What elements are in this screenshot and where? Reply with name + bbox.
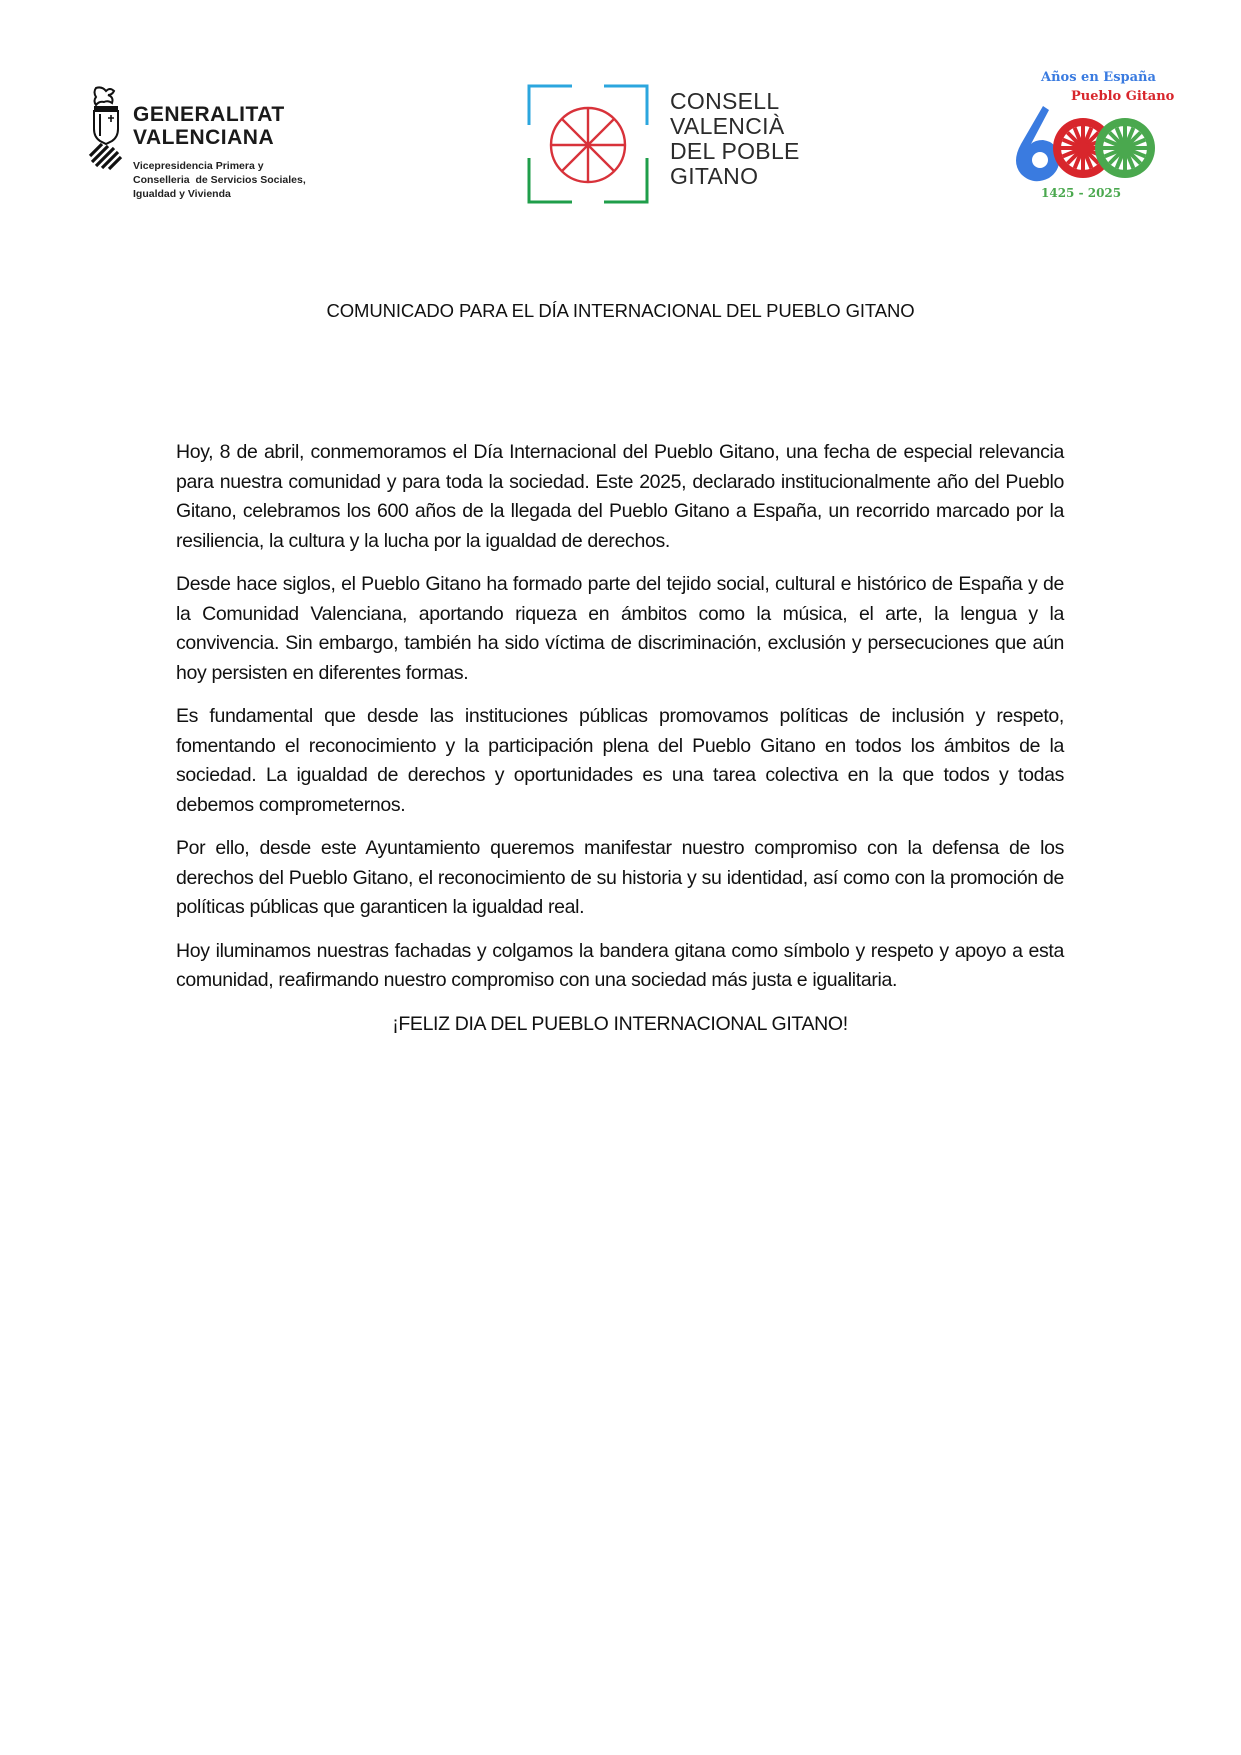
paragraph-3: Es fundamental que desde las instituciones públicas promovamos políticas de inclusión y respeto, fomentando el reconocimiento y la participación plena del Pueblo Gitano en todos los ámbitos de la sociedad. La igualdad de derechos y oportunidades es una tarea colectiva en la que todos y todas debemos comprometernos. — [176, 705, 1064, 816]
paragraph-2: Desde hace siglos, el Pueblo Gitano ha formado parte del tejido social, cultural e histórico de España y de la Comunidad Valenciana, aportando riqueza en ámbitos como la música, el arte, la lengua y la convivencia. Sin embargo, también ha sido víctima de discriminación, exclusión y persecuciones que aún hoy persisten en diferentes formas. — [176, 573, 1064, 684]
six-hundred-wheels-icon — [1003, 104, 1163, 184]
paragraph-1: Hoy, 8 de abril, conmemoramos el Día Internacional del Pueblo Gitano, una fecha de especial relevancia para nuestra comunidad y para toda la sociedad. Este 2025, declarado institucionalmente año del Pueblo Gitano, celebramos los 600 años de la llegada del Pueblo Gitano a España, un recorrido marcado por la resiliencia, la cultura y la lucha por la igualdad de derechos. — [176, 441, 1064, 552]
600-anos-pueblo-gitano-logo — [1003, 68, 1175, 208]
paragraph-4: Por ello, desde este Ayuntamiento queremos manifestar nuestro compromiso con la defensa de los derechos del Pueblo Gitano, el reconocimiento de su historia y su identidad, así como con la promoción de políticas públicas que garanticen la igualdad real. — [176, 837, 1064, 918]
anos-en-espana-label: Años en España — [1041, 70, 1156, 85]
gva-subtitle-line-2: Conselleria de Servicios Sociales, — [133, 174, 306, 186]
paragraph-5: Hoy iluminamos nuestras fachadas y colgamos la bandera gitana como símbolo y respeto y apoyo a esta comunidad, reafirmando nuestro compromiso con una sociedad más justa e igualitaria. — [176, 939, 1064, 991]
document-title: COMUNICADO PARA EL DÍA INTERNACIONAL DEL PUEBLO GITANO — [326, 300, 915, 321]
consell-line-4: GITANO — [670, 163, 759, 189]
consell-name — [670, 89, 800, 189]
gva-name-line-1: GENERALITAT — [133, 103, 285, 126]
gva-subtitle — [133, 159, 306, 201]
coat-of-arms-icon — [88, 86, 124, 172]
consell-line-2: VALENCIÀ — [670, 113, 785, 139]
years-label: 1425 - 2025 — [1041, 186, 1122, 200]
gva-subtitle-line-3: Igualdad y Vivienda — [133, 188, 231, 200]
consell-valencia-poble-gitano-logo — [527, 83, 817, 207]
consell-line-3: DEL POBLE — [670, 138, 800, 164]
pueblo-gitano-label: Pueblo Gitano — [1071, 89, 1175, 104]
document-body — [176, 438, 1064, 1039]
generalitat-valenciana-logo — [88, 86, 338, 211]
gva-name — [133, 103, 285, 149]
roma-wheel-icon — [527, 83, 649, 205]
gva-subtitle-line-1: Vicepresidencia Primera y — [133, 160, 264, 172]
gva-name-line-2: VALENCIANA — [133, 126, 275, 149]
closing-line: ¡FELIZ DIA DEL PUEBLO INTERNACIONAL GITANO! — [392, 1012, 848, 1035]
consell-line-1: CONSELL — [670, 88, 780, 114]
